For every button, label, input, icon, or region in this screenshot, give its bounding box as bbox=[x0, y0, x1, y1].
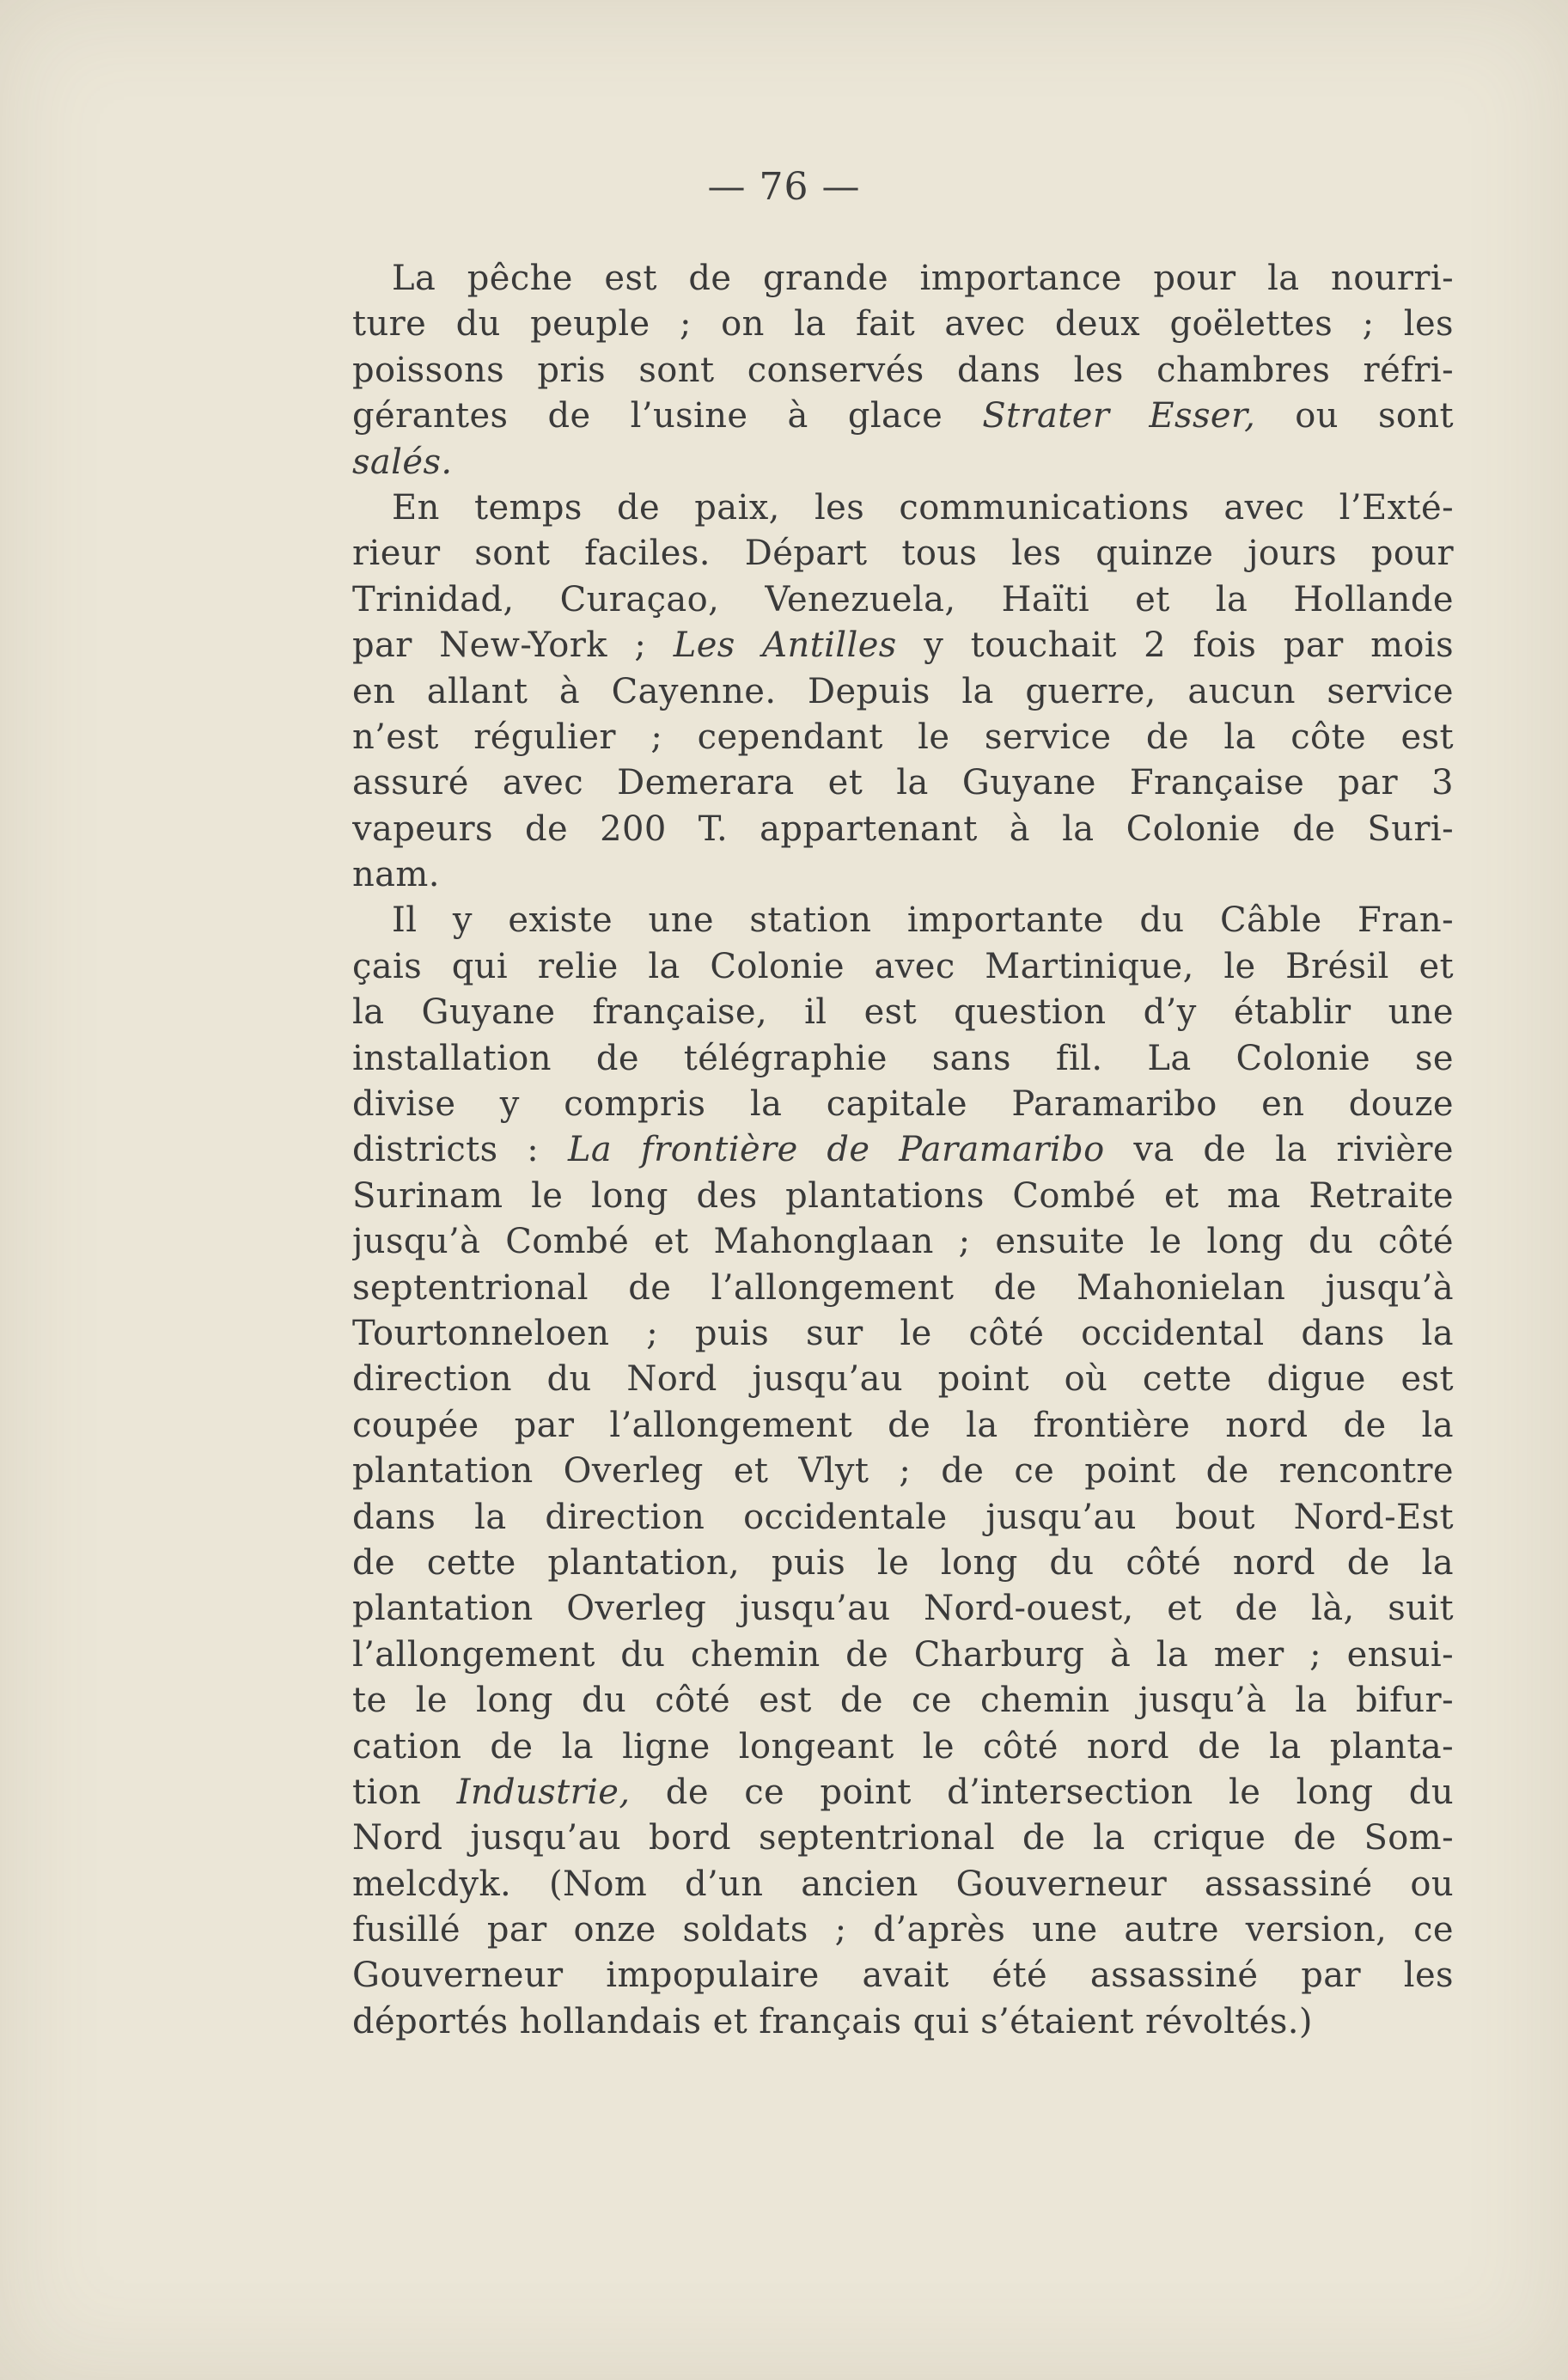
text-run: ou sont bbox=[1255, 396, 1454, 436]
text-run: installation de télégraphie sans fil. La Colonie se bbox=[352, 1038, 1454, 1078]
text-line bbox=[352, 1862, 1454, 1907]
text-run: y touchait 2 fois par mois bbox=[896, 626, 1454, 666]
text-run: divise y compris la capitale Paramaribo en douze bbox=[352, 1084, 1454, 1125]
text-run: çais qui relie la Colonie avec Martinique, le Brésil et bbox=[352, 946, 1454, 986]
text-line bbox=[352, 1586, 1454, 1632]
text-line bbox=[352, 1266, 1454, 1311]
text-line bbox=[352, 1770, 1454, 1816]
text-line bbox=[352, 623, 1454, 668]
text-run: va de la rivière bbox=[1104, 1130, 1454, 1170]
text-line bbox=[352, 1999, 1454, 2045]
text-line bbox=[352, 577, 1454, 623]
text-line bbox=[352, 485, 1454, 531]
text-run: gérantes de l’usine à glace bbox=[352, 396, 983, 436]
text-line bbox=[352, 944, 1454, 990]
text-run: septentrional de l’allongement de Mahonielan jusqu’à bbox=[352, 1267, 1454, 1308]
text-line bbox=[352, 1816, 1454, 1861]
text-run: Trinidad, Curaçao, Venezuela, Haïti et la Hollande bbox=[352, 579, 1454, 619]
text-run: nam. bbox=[352, 855, 440, 895]
text-line bbox=[352, 669, 1454, 715]
text-line bbox=[352, 1541, 1454, 1586]
text-run: l’allongement du chemin de Charburg à la mer ; ensui- bbox=[352, 1634, 1454, 1675]
text-line bbox=[352, 1082, 1454, 1127]
text-line bbox=[352, 1449, 1454, 1494]
text-run: dans la direction occidentale jusqu’au bout Nord-Est bbox=[352, 1497, 1454, 1537]
text-run: de cette plantation, puis le long du côté nord de la bbox=[352, 1542, 1454, 1583]
text-run: plantation Overleg jusqu’au Nord-ouest, et de là, suit bbox=[352, 1589, 1454, 1629]
text-run: coupée par l’allongement de la frontière nord de la bbox=[352, 1405, 1454, 1445]
italic-text: salés. bbox=[352, 442, 453, 482]
page-number: — 76 — bbox=[707, 165, 861, 209]
text-line bbox=[352, 1724, 1454, 1770]
text-line bbox=[352, 1953, 1454, 1999]
text-run: te le long du côté est de ce chemin jusqu’à la bifur- bbox=[352, 1681, 1454, 1721]
text-run: fusillé par onze soldats ; d’après une autre version, ce bbox=[352, 1910, 1454, 1950]
text-run: rieur sont faciles. Départ tous les quinze jours pour bbox=[352, 534, 1454, 574]
text-line bbox=[352, 394, 1454, 439]
text-run: déportés hollandais et français qui s’étaient révoltés.) bbox=[352, 2001, 1313, 2041]
text-run: Gouverneur impopulaire avait été assassiné par les bbox=[352, 1956, 1454, 1996]
text-run: Nord jusqu’au bord septentrional de la crique de Som- bbox=[352, 1818, 1454, 1858]
text-run: jusqu’à Combé et Mahonglaan ; ensuite le long du côté bbox=[352, 1222, 1454, 1262]
text-run: La pêche est de grande importance pour la nourri- bbox=[392, 259, 1454, 298]
text-run: n’est régulier ; cependant le service de la côte est bbox=[352, 717, 1454, 757]
text-line bbox=[352, 1174, 1454, 1219]
body-text bbox=[352, 256, 1454, 2045]
text-line bbox=[352, 715, 1454, 760]
text-run: Tourtonneloen ; puis sur le côté occidental dans la bbox=[352, 1313, 1454, 1353]
text-line bbox=[352, 760, 1454, 806]
text-run: tion bbox=[352, 1772, 457, 1812]
text-line bbox=[352, 256, 1454, 302]
text-line bbox=[352, 1632, 1454, 1678]
text-run: ture du peuple ; on la fait avec deux goëlettes ; les bbox=[352, 304, 1454, 345]
text-line bbox=[352, 1357, 1454, 1402]
text-run: direction du Nord jusqu’au point où cette digue est bbox=[352, 1359, 1454, 1400]
italic-text: Industrie, bbox=[456, 1772, 631, 1812]
text-line bbox=[352, 1403, 1454, 1449]
text-run: En temps de paix, les communications avec l’Exté- bbox=[392, 487, 1454, 528]
italic-text: Strater Esser, bbox=[982, 396, 1256, 436]
text-line bbox=[352, 1036, 1454, 1082]
text-line bbox=[352, 348, 1454, 394]
text-run: de ce point d’intersection le long du bbox=[630, 1772, 1454, 1812]
text-line bbox=[352, 1495, 1454, 1541]
text-line bbox=[352, 440, 1454, 485]
text-run: par New-York ; bbox=[352, 626, 674, 666]
text-line bbox=[352, 1127, 1454, 1173]
text-run: plantation Overleg et Vlyt ; de ce point de rencontre bbox=[352, 1451, 1454, 1492]
text-line bbox=[352, 531, 1454, 577]
text-line bbox=[352, 990, 1454, 1035]
text-run: districts : bbox=[352, 1130, 568, 1170]
text-line bbox=[352, 1311, 1454, 1357]
text-run: en allant à Cayenne. Depuis la guerre, aucun service bbox=[352, 671, 1454, 711]
text-line bbox=[352, 302, 1454, 347]
italic-text: Les Antilles bbox=[673, 626, 897, 666]
text-run: assuré avec Demerara et la Guyane Française par 3 bbox=[352, 763, 1454, 803]
text-line bbox=[352, 1219, 1454, 1265]
text-line bbox=[352, 807, 1454, 852]
text-run: cation de la ligne longeant le côté nord de la planta- bbox=[352, 1726, 1454, 1767]
italic-text: La frontière de Paramaribo bbox=[567, 1130, 1105, 1170]
text-line bbox=[352, 898, 1454, 943]
text-run: la Guyane française, il est question d’y établir une bbox=[352, 992, 1454, 1033]
text-run: vapeurs de 200 T. appartenant à la Colonie de Suri- bbox=[352, 809, 1454, 849]
text-run: melcdyk. (Nom d’un ancien Gouverneur assassiné ou bbox=[352, 1864, 1454, 1904]
text-line bbox=[352, 1678, 1454, 1724]
text-run: Surinam le long des plantations Combé et ma Retraite bbox=[352, 1175, 1454, 1216]
text-line bbox=[352, 1907, 1454, 1953]
text-line bbox=[352, 852, 1454, 898]
text-run: poissons pris sont conservés dans les chambres réfri- bbox=[352, 350, 1454, 390]
text-run: Il y existe une station importante du Câble Fran- bbox=[392, 900, 1454, 941]
